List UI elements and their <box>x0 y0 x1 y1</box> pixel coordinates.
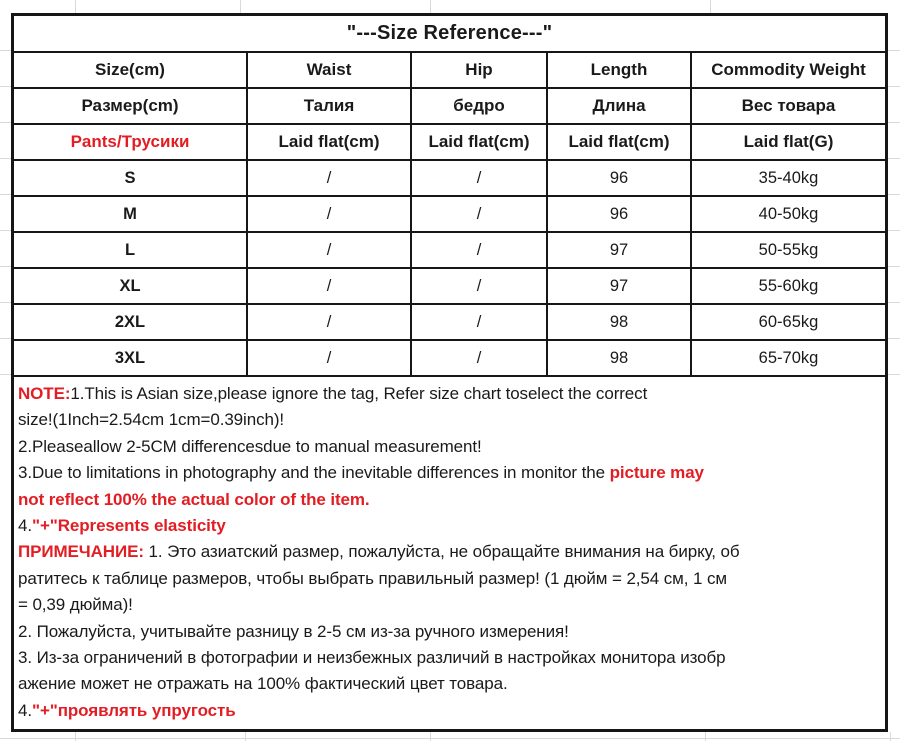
table-cell: Размер(cm) <box>14 89 248 123</box>
gridline <box>0 230 11 231</box>
table-title: "---Size Reference---" <box>346 22 553 44</box>
gridline <box>0 302 11 303</box>
note-line <box>18 407 879 433</box>
table-cell: Size(cm) <box>14 53 248 87</box>
table-cell: / <box>248 269 412 303</box>
note-text: 4. <box>18 516 32 536</box>
table-cell: Hip <box>412 53 548 87</box>
gridline <box>888 302 900 303</box>
table-cell: XL <box>14 269 248 303</box>
note-text: 2.Pleaseallow 2-5CM differencesdue to manual measurement! <box>18 436 482 456</box>
table-cell: 2XL <box>14 305 248 339</box>
gridline <box>888 374 900 375</box>
table-cell: / <box>412 269 548 303</box>
note-line <box>18 460 879 486</box>
table-cell: Длина <box>548 89 692 123</box>
table-cell: / <box>248 233 412 267</box>
table-cell: L <box>14 233 248 267</box>
gridline <box>0 86 11 87</box>
note-text: ратитесь к таблице размеров, чтобы выбрать правильный размер! (1 дюйм = 2,54 см, 1 см <box>18 568 727 588</box>
note-text: 4. <box>18 700 32 720</box>
note-text: 3. Из-за ограничений в фотографии и неизбежных различий в настройках монитора изобр <box>18 648 726 668</box>
note-line <box>18 539 879 565</box>
table-row <box>14 197 885 233</box>
gridline <box>430 732 431 741</box>
note-text-red: ПРИМЕЧАНИЕ: <box>18 542 144 562</box>
gridline <box>890 732 891 741</box>
gridline <box>0 194 11 195</box>
notes-section <box>14 377 885 729</box>
note-line <box>18 592 879 618</box>
table-cell: / <box>412 197 548 231</box>
note-text: 1.This is Asian size,please ignore the tag, Refer size chart toselect the correct <box>70 384 648 403</box>
table-row <box>14 161 885 197</box>
note-text-red: "+"проявлять упругость <box>31 700 236 720</box>
table-cell: / <box>248 197 412 231</box>
note-text-red: picture may <box>609 463 704 483</box>
table-cell: Laid flat(G) <box>743 132 834 151</box>
table-cell: 96 <box>548 197 692 231</box>
size-reference-table <box>11 13 888 732</box>
note-text: size!(1Inch=2.54cm 1cm=0.39inch)! <box>18 410 285 430</box>
gridline <box>75 732 76 741</box>
gridline <box>0 50 11 51</box>
table-cell: Laid flat(cm) <box>548 125 692 159</box>
table-cell: 40-50kg <box>758 204 819 223</box>
table-row <box>14 341 885 377</box>
table-cell: Waist <box>248 53 412 87</box>
table-cell: / <box>412 233 548 267</box>
gridline <box>888 266 900 267</box>
gridline <box>888 158 900 159</box>
table-cell: 96 <box>548 161 692 195</box>
table-cell: / <box>412 305 548 339</box>
table-cell: S <box>14 161 248 195</box>
gridline <box>240 0 241 13</box>
note-line <box>18 698 879 724</box>
gridline <box>0 158 11 159</box>
table-cell: 98 <box>548 305 692 339</box>
note-text: 3.Due to limitations in photography and the inevitable differences in monitor the <box>18 463 610 483</box>
table-cell: Laid flat(cm) <box>248 125 412 159</box>
note-line <box>18 381 879 407</box>
gridline <box>888 50 900 51</box>
table-title-row <box>14 16 885 53</box>
table-cell: Pants/Трусики <box>14 125 248 159</box>
note-text: 2. Пожалуйста, учитывайте разницу в 2-5 см из-за ручного измерения! <box>18 621 569 641</box>
table-cell: M <box>14 197 248 231</box>
note-line <box>18 434 879 460</box>
table-cell: 50-55kg <box>758 240 819 259</box>
table-row <box>14 269 885 305</box>
table-cell: бедро <box>412 89 548 123</box>
note-text-red: not reflect 100% the actual color of the item. <box>18 489 370 509</box>
table-row <box>14 89 885 125</box>
table-row <box>14 125 885 161</box>
note-line <box>18 513 879 539</box>
note-text: ажение может не отражать на 100% фактический цвет товара. <box>18 674 508 694</box>
gridline <box>0 266 11 267</box>
table-cell: / <box>412 161 548 195</box>
table-cell: / <box>248 161 412 195</box>
table-row <box>14 233 885 269</box>
table-cell: / <box>412 341 548 375</box>
gridline <box>705 732 706 741</box>
table-cell: 3XL <box>14 341 248 375</box>
note-line <box>18 645 879 671</box>
table-cell: 97 <box>548 269 692 303</box>
table-cell: / <box>248 305 412 339</box>
note-line <box>18 619 879 645</box>
table-cell: 60-65kg <box>758 312 819 331</box>
note-text: = 0,39 дюйма)! <box>18 595 133 615</box>
table-cell: 55-60kg <box>758 276 819 295</box>
gridline <box>710 0 711 13</box>
table-cell: 35-40kg <box>758 168 819 187</box>
note-line <box>18 671 879 697</box>
table-cell: / <box>248 341 412 375</box>
gridline <box>888 86 900 87</box>
table-cell: Commodity Weight <box>711 60 866 79</box>
table-cell: Length <box>548 53 692 87</box>
table-cell: 65-70kg <box>758 348 819 367</box>
note-text-red: "+"Represents elasticity <box>31 516 226 536</box>
note-line <box>18 487 879 513</box>
gridline <box>0 738 900 739</box>
gridline <box>0 338 11 339</box>
table-cell: 98 <box>548 341 692 375</box>
table-row <box>14 305 885 341</box>
gridline <box>0 374 11 375</box>
note-line <box>18 566 879 592</box>
gridline <box>430 0 431 13</box>
note-text-red: NOTE: <box>18 384 71 403</box>
gridline <box>888 338 900 339</box>
gridline <box>888 122 900 123</box>
table-row <box>14 53 885 89</box>
gridline <box>245 732 246 741</box>
table-cell: Вес товара <box>741 96 836 115</box>
gridline <box>888 194 900 195</box>
table-cell: 97 <box>548 233 692 267</box>
gridline <box>0 122 11 123</box>
note-text: 1. Это азиатский размер, пожалуйста, не обращайте внимания на бирку, об <box>143 542 740 562</box>
table-cell: Laid flat(cm) <box>412 125 548 159</box>
gridline <box>75 0 76 13</box>
table-cell: Талия <box>248 89 412 123</box>
gridline <box>888 230 900 231</box>
